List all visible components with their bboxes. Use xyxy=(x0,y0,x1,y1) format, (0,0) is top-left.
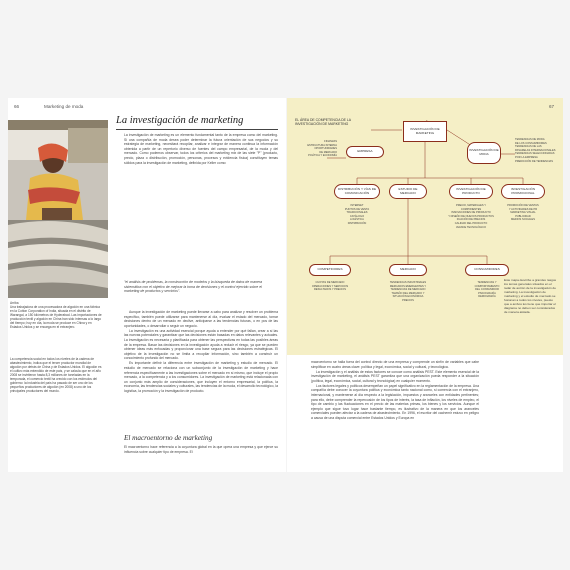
detail-item: TENDENCIAS INDUSTRIALES xyxy=(389,281,427,284)
detail-item: CATÁLOGO xyxy=(349,214,365,218)
macro-intro xyxy=(124,445,278,455)
detail-item: COMPONENTES xyxy=(460,207,482,211)
node-fashion-research: INVESTIGACIÓN DE MODA xyxy=(467,142,501,164)
detail-item: PASARELAS INTERNACIONALES xyxy=(515,148,556,152)
product-details xyxy=(445,204,497,229)
detail-item: INNOVACIONES DE PRODUCTO xyxy=(451,211,491,215)
caption-title: Arriba xyxy=(10,301,19,305)
detail-item: OPERACIONES Y SERVICIOS xyxy=(311,284,349,288)
detail-item: DEL CONSUMIDOR xyxy=(475,288,499,292)
node-distribution: DISTRIBUCIÓN Y VÍAS DE COMUNICACIÓN xyxy=(334,184,380,199)
distribution-details xyxy=(331,204,383,226)
competitors-details xyxy=(305,281,355,292)
detail-item: MARKETING VISUAL xyxy=(510,211,536,215)
node-marketing-research: INVESTIGACIÓN DE MARKETING xyxy=(403,121,447,142)
detail-item: TENDENCIAS DE MERCADO xyxy=(390,288,426,292)
photo-caption-continued: La competencia social en todos los niveles de la cadena de abastecimiento, indica que el tercer productor mundial de algodón por detrás de China y de Estados Unidos. El algodón es el cultivo más extendido de este país, y se calcula que en el año 2008 se invirtieron hasta 8,3 millones de toneladas en la temporada, el comercio textil ha crecido con los estímulos del gobierno: la industria del país ha pasado de ser uno de los pequeños productores de algodón (en 2008) a uno de los principales productores del mundo. xyxy=(10,357,102,393)
promo-details xyxy=(499,204,547,222)
detail-item: COMPORTAMIENTO xyxy=(474,284,500,288)
detail-item: PREDICCIÓN DE TENDENCIAS xyxy=(515,159,553,163)
detail-item: TRADICIONALES xyxy=(346,211,368,215)
node-competitors: COMPETIDORES xyxy=(309,264,351,276)
detail-item: ESTRUCTURA INTERNA xyxy=(307,143,337,147)
right-page xyxy=(287,98,563,472)
node-product-research: INVESTIGACIÓN DE PRODUCTO xyxy=(449,184,493,199)
factory-worker-photo xyxy=(8,120,108,298)
paragraph-difference: Es importante definir la diferencia entre investigación de marketing y estudio de mercado. El estudio de mercado se relaciona con un subconjunto de la investigación de marketing y hace referencia específicamente a las investigaciones sobre el mercado en sí mismo, que incluye el propio mercado, a la competencia y a los consumidores. La investigación de marketing está relacionada con un conjunto más amplio de consideraciones, que incluyen el entorno empresarial, la política, la economía, las tendencias sociales y culturales, las tendencias de la moda, el desarrollo tecnológico, la logística, la promoción y la investigación de producto. xyxy=(124,361,278,393)
detail-item: MEDIOS SOCIALES xyxy=(511,218,535,222)
detail-item: CALIDAD DEL PRODUCTO xyxy=(454,221,488,225)
caption-text: Una trabajadora de una procesadora de algodón en una fábrica en la Cotton Corporation of India, situada en el distrito de Warangal, a 150 kilómetros de Hyderabad. Las importaciones de producción textil y algodón en China han sido intensas a lo largo del tiempo; hoy en día, la moda se produce en China y en Estados Unidos y se encarga en el extranjero. xyxy=(10,305,102,329)
detail-item: PUBLICIDAD xyxy=(515,214,531,218)
detail-item: INTERNET xyxy=(350,204,364,207)
node-promotional-research: INVESTIGACIÓN PROMOCIONAL xyxy=(501,184,545,199)
detail-item: Y ACTIVIDADES DE PR xyxy=(508,207,538,211)
detail-item: LOGÍSTICA xyxy=(350,218,364,222)
detail-item: POLÍTICA Y ECONOMÍA xyxy=(308,154,337,158)
running-head: Marketing de moda xyxy=(44,104,84,109)
keller-quote: "el análisis de problemas, la construcción de modelos y la búsqueda de datos de manera sistemática con el objetivo de mejorar la toma de decisiones y el control ejercido sobre el marketing de productos y servicios". xyxy=(124,280,263,294)
photo-caption xyxy=(10,301,102,329)
detail-item: RESULTADOS Y PRECIOS xyxy=(314,288,346,292)
title-rule xyxy=(116,129,278,130)
detail-item: PRECIOS xyxy=(402,298,414,302)
paragraph-legal-political: Los factores legales y políticos desempeñan un papel significativo en la reglamentación de la empresa. Una compañía debe conocer la coyuntura política y económica tanto nacional como, si comercia con el extranjero, internacional, y mantenerse al día respecto a la legislación, impuestos y aranceles con entidades pertinentes; para ello, debe comprender la repercusión de los tipos de interés, la tasa de inflación, los niveles de empleo, el tipo de cambio y las fluctuaciones en el precio de las materias primas, los bienes y los servicios. Aunque el ejemplo que sigue tuvo lugar hace bastante tiempo, es ilustrativo de la manera en que los aranceles comerciales pueden afectar a la cadena de abastecimiento. En 1996, el escritor del cachemir estuvo en peligro a causa de una disputa comercial entre Estados Unidos y Europa en xyxy=(311,383,479,420)
detail-item: MERCADOS EMERGENTES Y xyxy=(389,284,427,288)
diagram-title: EL ÁREA DE COMPETENCIA DE LA INVESTIGACIÓN DE MARKETING xyxy=(295,118,351,127)
detail-item: POR LA EMPRESA xyxy=(515,155,538,159)
page-number: 67 xyxy=(549,104,555,109)
paragraph-importance: La investigación es una actividad esencial porque ayuda a entender por qué fallan, crear a sí las las nuevas potenciales y garantizar que las decisiones están basadas en datos relevantes y actuales. La investigación es necesaria y planificada para obtener las perspectivas en todas las posibles áreas de la empresa. Basar las decisiones en la investigación ayuda a reducir el riesgo, ya que se pueden obtener ideas más enfocadas y proporcionar una base segura para las decisiones estratégicas. El objetivo de la investigación no se limita a recopilar información, sino también a construir un conocimiento profundo del mercado. xyxy=(124,328,278,361)
paragraph-pest: La investigación y el análisis de estos factores se conoce como análisis PEST. Este elemento esencial de la investigación de marketing, el análisis PEST garantiza que una organización pueda responder a la situación (política, legal, económica, social, cultural y tecnológica) en cualquier momento. xyxy=(311,369,479,383)
detail-item: FINANZAS xyxy=(324,140,337,143)
node-market: MERCADO xyxy=(389,264,427,276)
left-page xyxy=(8,98,286,472)
paragraph-macro: El macroentorno hace referencia a la coyuntura global en la que opera una empresa y que ejerce su influencia sobre cualquier tipo de empresa. El xyxy=(124,445,278,454)
detail-item: SITUACIÓN ECONÓMICA xyxy=(392,295,424,299)
detail-item: TAMAÑO DEL MERCADO Y xyxy=(391,291,425,295)
detail-item: DE MERCADO xyxy=(319,150,337,154)
detail-item: CUOTAS DE MERCADO xyxy=(315,281,345,284)
detail-item: Y DISEÑO DE NUEVOS PRODUCTOS xyxy=(448,214,494,218)
detail-item: PUNTOS DE VENTA xyxy=(344,207,370,211)
node-empresa: EMPRESA xyxy=(346,146,384,158)
paragraph-macro-continued: macroentorno se halla fuera del control directo de una empresa y comprende un sinfín de variables que cabe simplificar en cuatro áreas clave: política y legal, económica, social y cultural, y tecnológica. xyxy=(311,360,479,369)
node-market-study: ESTUDIO DE MERCADO xyxy=(389,184,427,199)
paragraph-purpose: Aunque la investigación de marketing puede llevarse a cabo para analizar y resolver un problema específico, también puede utilizarse para mantenerse al día, evaluar el estado del mercado, tomar decisiones dentro de un mercado en declive, anticiparse a las tendencias futuras, o en pos de las oportunidades, o desarrollar o seguir un negocio. xyxy=(124,310,278,328)
detail-item: AVANCE TECNOLÓGICO xyxy=(455,225,487,229)
detail-item: PSICOGRAFÍA xyxy=(478,291,496,295)
marketing-research-diagram xyxy=(287,98,563,355)
market-details xyxy=(383,281,433,303)
intro-paragraph xyxy=(124,133,278,166)
paragraph-definition: La investigación de marketing es un elemento fundamental tanto de la empresa como del marketing. Si una compañía de moda desea poder determinar la futura orientación de sus negocios y su estrategia de marketing, necesitará recopilar, analizar e integrar de manera continua la información obtenida a partir de un repertorio diverso de fuentes del campo empresarial, de la moda y del mercado. Como podemos observar, todos los criterios del marketing mix de las siete "P" (producto, precio, plaza o distribución, promoción, personas, procesos y evidencia física) constituyen temas sólidos para la investigación de marketing, definida por Keller como: xyxy=(124,133,278,165)
detail-item: OPORTUNIDADES xyxy=(314,147,337,151)
detail-item: TENDENCIAS Y xyxy=(477,281,497,284)
fashion-details xyxy=(515,138,561,163)
detail-item: PROMOCIÓN DE VENTAS xyxy=(507,204,539,207)
detail-item: FIJACIÓN DE PRECIOS xyxy=(456,218,486,222)
detail-item: DEMOGRAFÍA xyxy=(478,295,496,299)
detail-item: PRECIO, MATERIALES Y xyxy=(455,204,487,207)
diagram-note: Este mapa describe a grandes rasgos los temas generales situados en el radar de acción de la investigación de marketing. La investigación de marketing y el estudio de mercado se fusionan a todos los niveles, puesto que a ambos les tiene que importar el diagrama no deben ser considerados de manera aislada. xyxy=(504,278,557,314)
detail-item: DISTRIBUCIÓN xyxy=(347,221,367,225)
page-number: 66 xyxy=(14,104,20,109)
detail-item: TENDENCIAS DE LAS xyxy=(515,145,542,149)
node-consumers: CONSUMIDORES xyxy=(465,264,509,276)
right-body-column xyxy=(311,360,479,421)
detail-item: TENDENCIAS SELECCIONADAS xyxy=(515,152,555,156)
page-title: La investigación de marketing xyxy=(116,115,244,126)
detail-item: DE LOS CONSUMIDORES xyxy=(515,141,547,145)
detail-item: TENDENCIAS DE MODA xyxy=(515,138,545,141)
section-subhead: El macroentorno de marketing xyxy=(124,434,213,442)
body-column xyxy=(124,310,278,394)
empresa-details xyxy=(291,140,337,158)
